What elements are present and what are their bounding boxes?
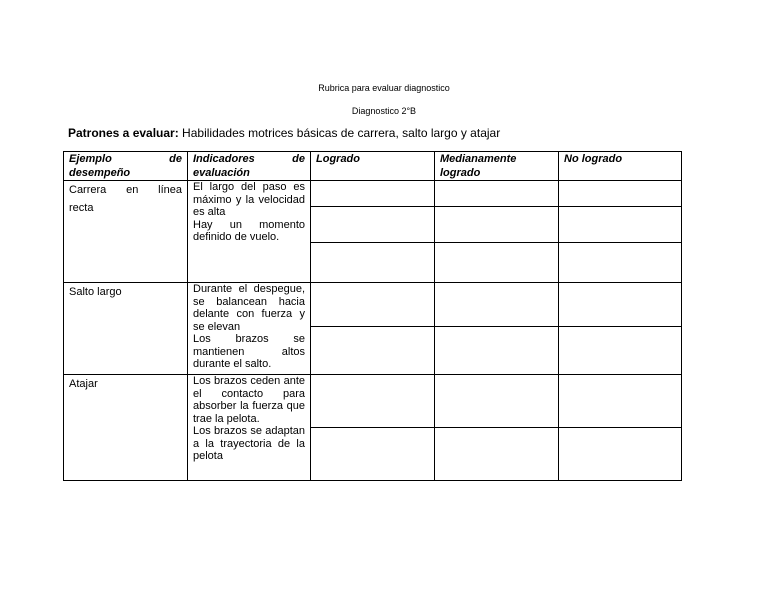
logrado-cell[interactable] bbox=[311, 181, 435, 207]
no-logrado-cell[interactable] bbox=[559, 327, 682, 375]
header-indicadores-line1: Indicadores de bbox=[193, 153, 305, 165]
header-no-logrado: No logrado bbox=[559, 152, 682, 181]
indicador-carrera-1: El largo del paso es máximo y la velocidad es alta bbox=[193, 181, 305, 218]
medianamente-cell[interactable] bbox=[435, 375, 559, 428]
medianamente-cell[interactable] bbox=[435, 181, 559, 207]
no-logrado-cell[interactable] bbox=[559, 283, 682, 327]
indicador-cell-salto bbox=[188, 283, 311, 375]
indicador-cell-carrera bbox=[188, 181, 311, 283]
indicador-salto-1: Durante el despegue, se balancean hacia delante con fuerza y se elevan bbox=[193, 283, 305, 333]
logrado-cell[interactable] bbox=[311, 243, 435, 283]
logrado-cell[interactable] bbox=[311, 375, 435, 428]
patrones-label: Patrones a evaluar: bbox=[68, 126, 179, 140]
header-indicadores bbox=[188, 152, 311, 181]
ejemplo-cell-salto bbox=[64, 283, 188, 375]
ejemplo-atajar-line1: Atajar bbox=[69, 378, 98, 390]
ejemplo-cell-carrera bbox=[64, 181, 188, 283]
document-title: Rubrica para evaluar diagnostico bbox=[318, 83, 450, 93]
rubric-table bbox=[63, 151, 682, 481]
ejemplo-cell-atajar bbox=[64, 375, 188, 481]
header-ejemplo bbox=[64, 152, 188, 181]
logrado-cell[interactable] bbox=[311, 428, 435, 481]
indicador-atajar-1: Los brazos ceden ante el contacto para absorber la fuerza que trae la pelota. bbox=[193, 375, 305, 425]
header-logrado: Logrado bbox=[311, 152, 435, 181]
header-ejemplo-line2: desempeño bbox=[69, 167, 131, 179]
medianamente-cell[interactable] bbox=[435, 243, 559, 283]
ejemplo-carrera-line2: recta bbox=[69, 202, 94, 214]
document-subtitle: Diagnostico 2°B bbox=[351, 106, 417, 116]
logrado-cell[interactable] bbox=[311, 207, 435, 243]
indicador-carrera-2: Hay un momento definido de vuelo. bbox=[193, 218, 305, 243]
header-ejemplo-line1: Ejemplo de bbox=[69, 153, 182, 165]
header-row bbox=[64, 152, 682, 181]
no-logrado-cell[interactable] bbox=[559, 181, 682, 207]
medianamente-cell[interactable] bbox=[435, 327, 559, 375]
patrones-line bbox=[68, 126, 500, 140]
no-logrado-cell[interactable] bbox=[559, 243, 682, 283]
no-logrado-cell[interactable] bbox=[559, 428, 682, 481]
medianamente-cell[interactable] bbox=[435, 283, 559, 327]
header-indicadores-line2: evaluación bbox=[193, 167, 250, 179]
no-logrado-cell[interactable] bbox=[559, 207, 682, 243]
table-row bbox=[64, 181, 682, 207]
ejemplo-carrera-line1: Carrera en línea bbox=[69, 184, 182, 196]
header-medianamente-line2: logrado bbox=[440, 167, 481, 179]
indicador-salto-2: Los brazos se mantienen altos durante el salto. bbox=[193, 333, 305, 370]
ejemplo-salto-line1: Salto largo bbox=[69, 286, 122, 298]
indicador-atajar-2: Los brazos se adaptan a la trayectoria de la pelota bbox=[193, 425, 305, 462]
table-row bbox=[64, 375, 682, 428]
indicador-cell-atajar bbox=[188, 375, 311, 481]
patrones-text: Habilidades motrices básicas de carrera, salto largo y atajar bbox=[178, 126, 501, 140]
medianamente-cell[interactable] bbox=[435, 207, 559, 243]
header-medianamente-line1: Medianamente bbox=[440, 153, 517, 165]
table-row bbox=[64, 283, 682, 327]
header-medianamente bbox=[435, 152, 559, 181]
no-logrado-cell[interactable] bbox=[559, 375, 682, 428]
logrado-cell[interactable] bbox=[311, 327, 435, 375]
logrado-cell[interactable] bbox=[311, 283, 435, 327]
medianamente-cell[interactable] bbox=[435, 428, 559, 481]
